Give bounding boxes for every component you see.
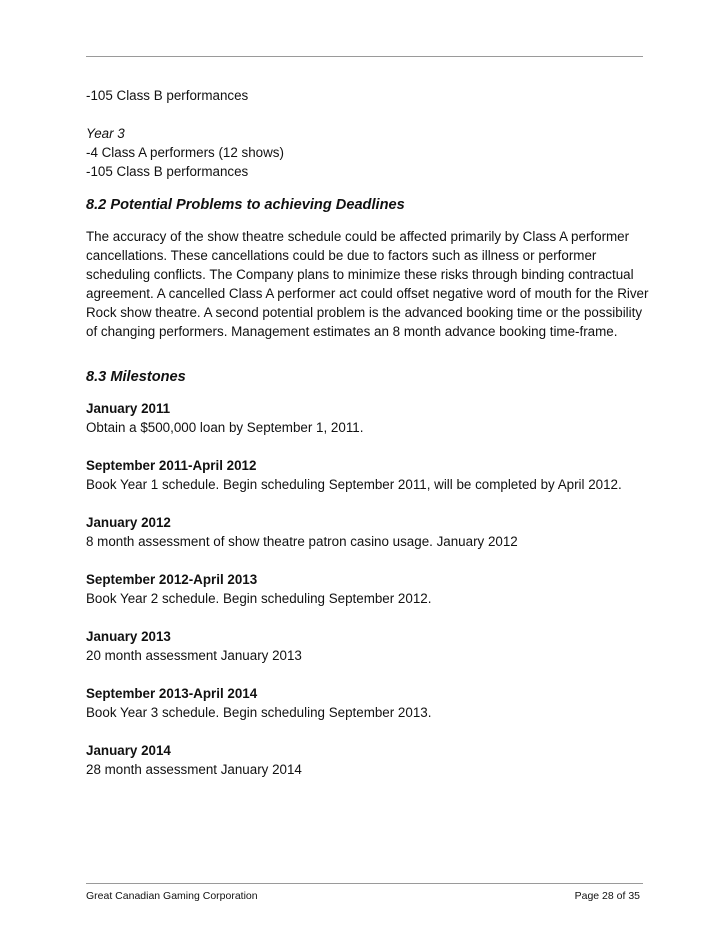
year3-line: -105 Class B performances [86, 164, 249, 179]
milestone-item [86, 456, 646, 494]
milestone-desc: Book Year 2 schedule. Begin scheduling September 2012. [86, 591, 432, 606]
milestone-desc: Obtain a $500,000 loan by September 1, 2011. [86, 420, 364, 435]
milestone-item [86, 741, 646, 779]
footer-company: Great Canadian Gaming Corporation [86, 890, 258, 902]
milestone-item [86, 627, 646, 665]
milestone-desc: 20 month assessment January 2013 [86, 648, 302, 663]
milestone-desc: 8 month assessment of show theatre patron casino usage. January 2012 [86, 534, 518, 549]
milestone-desc: 28 month assessment January 2014 [86, 762, 302, 777]
year3-line: -4 Class A performers (12 shows) [86, 145, 284, 160]
intro-line: -105 Class B performances [86, 88, 249, 103]
milestones-list [86, 399, 646, 779]
paragraph-line: of changing performers. Management estimates an 8 month advance booking time-frame. [86, 324, 618, 339]
milestone-title: January 2012 [86, 515, 171, 530]
milestone-title: September 2013-April 2014 [86, 686, 258, 701]
milestone-title: January 2013 [86, 629, 171, 644]
footer-page-number: Page 28 of 35 [574, 890, 640, 902]
milestone-title: September 2011-April 2012 [86, 458, 257, 473]
milestone-title: January 2011 [86, 401, 171, 416]
milestone-item [86, 399, 646, 437]
paragraph-line: scheduling conflicts. The Company plans to minimize these risks through binding contractual [86, 267, 634, 282]
milestone-item [86, 570, 646, 608]
page-content [86, 86, 649, 798]
milestone-item [86, 684, 646, 722]
paragraph-line: cancellations. These cancellations could be due to factors such as illness or performer [86, 248, 597, 263]
paragraph-line: agreement. A cancelled Class A performer act could offset negative word of mouth for the River [86, 286, 649, 301]
milestone-desc: Book Year 3 schedule. Begin scheduling September 2013. [86, 705, 432, 720]
section-8-2-heading: 8.2 Potential Problems to achieving Deadlines [86, 197, 405, 213]
milestone-title: January 2014 [86, 743, 171, 758]
section-8-2-paragraph [86, 227, 649, 341]
section-8-3-heading: 8.3 Milestones [86, 369, 186, 385]
spacer [86, 105, 646, 124]
footer-rule [86, 883, 643, 884]
milestone-item [86, 513, 646, 551]
milestone-title: September 2012-April 2013 [86, 572, 258, 587]
paragraph-line: Rock show theatre. A second potential problem is the advanced booking time or the possibility [86, 305, 643, 320]
milestone-desc: Book Year 1 schedule. Begin scheduling September 2011, will be completed by April 2012. [86, 477, 622, 492]
year3-label: Year 3 [86, 126, 125, 141]
paragraph-line: The accuracy of the show theatre schedule could be affected primarily by Class A performer [86, 229, 630, 244]
header-rule [86, 56, 643, 57]
